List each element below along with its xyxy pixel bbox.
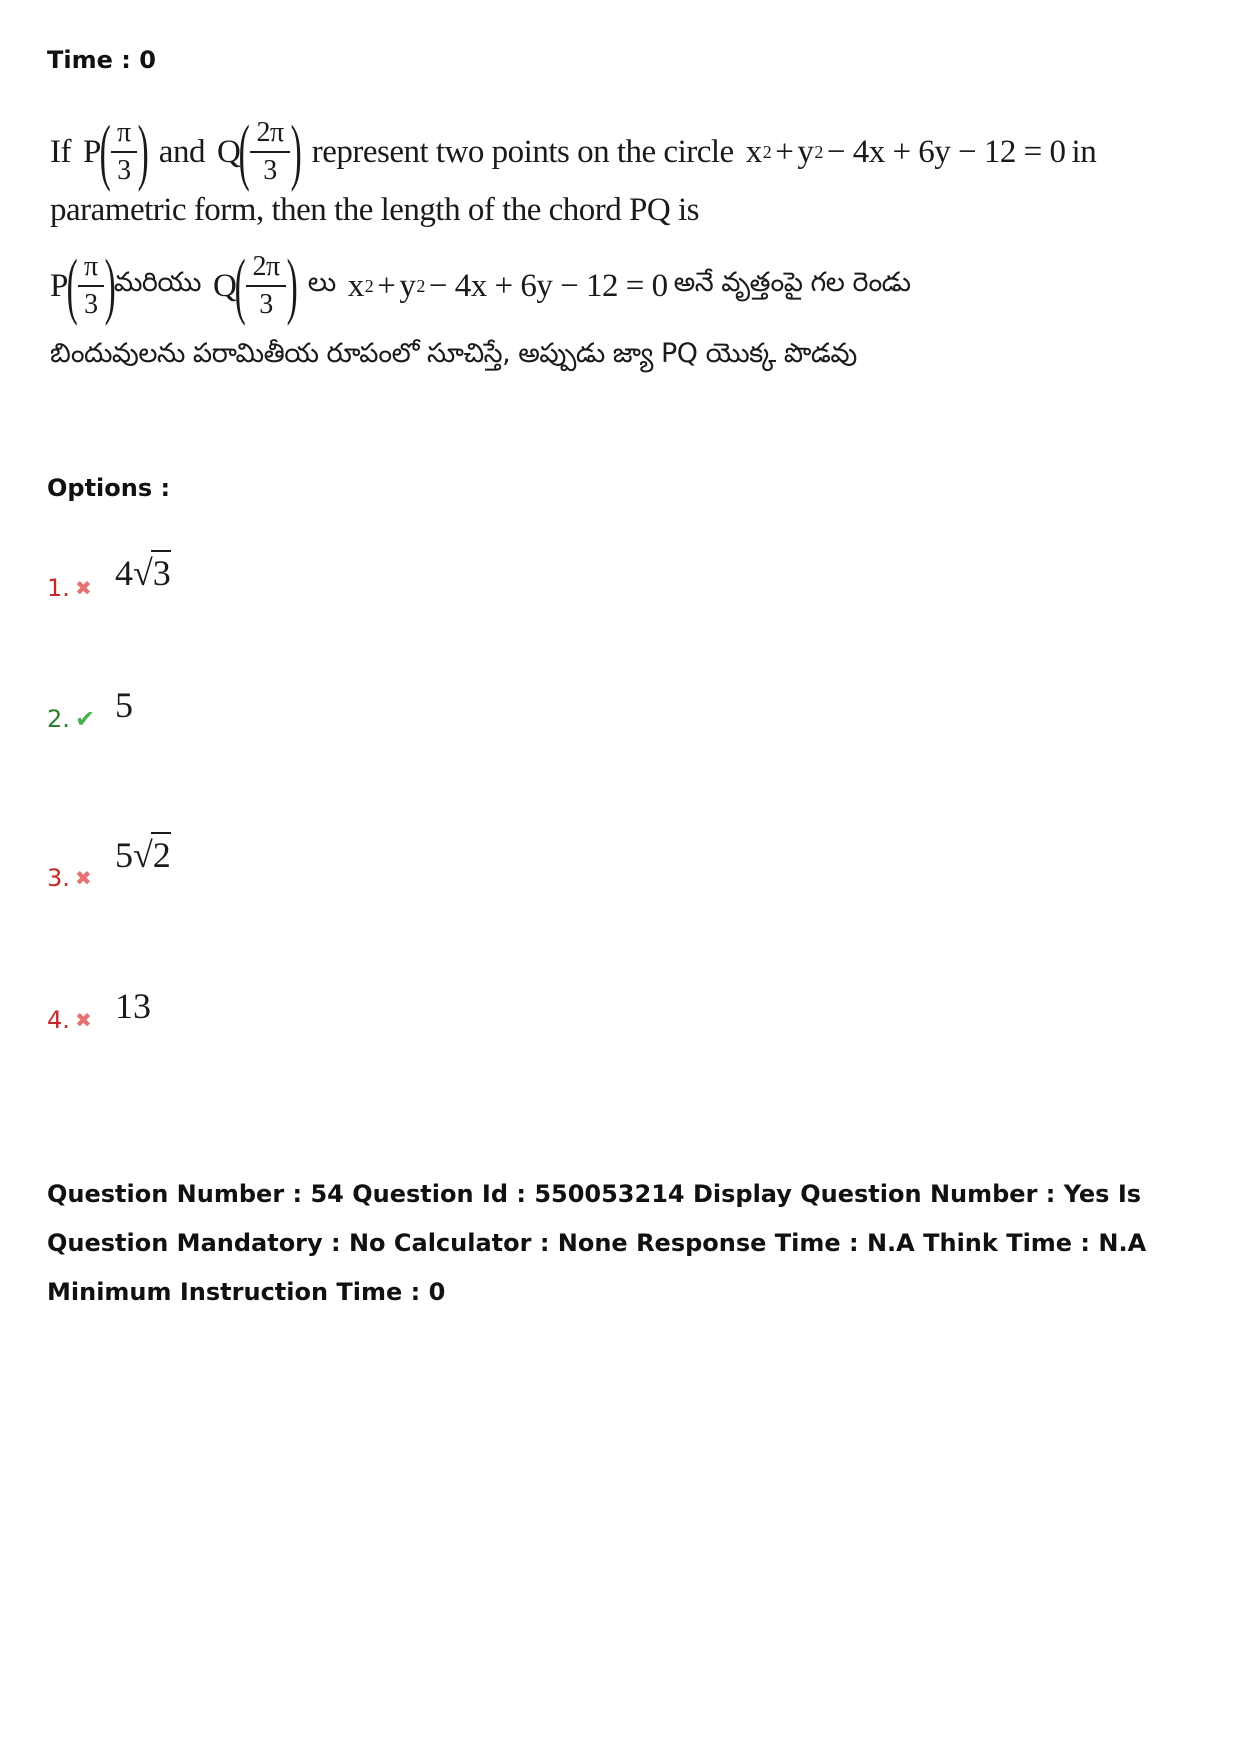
options-label: Options : bbox=[47, 474, 171, 502]
question-telugu-line-2 bbox=[50, 322, 857, 392]
option-4-number: 4. bbox=[47, 1006, 70, 1034]
eq-rest-telugu: − 4x + 6y − 12 = 0 bbox=[428, 267, 668, 304]
wrong-mark-icon: ✖ bbox=[75, 576, 92, 600]
option-2[interactable] bbox=[47, 685, 133, 749]
eq-y-exp-telugu: 2 bbox=[416, 275, 425, 296]
question-mid-text: represent two points on the circle bbox=[311, 133, 734, 170]
question-english-line-1: If P ( $\frac{\pi}{3}$ ) and Q ( $\frac{2\pi}{3}$ ) represent two points on the circle x 2 + y 2 − 4x + 6y − 12 = 0 in bbox=[50, 111, 1097, 193]
telugu-line-1-suffix: అనే వృత్తంపై గల రెండు bbox=[673, 267, 911, 298]
eq-rest: − 4x + 6y − 12 = 0 bbox=[826, 133, 1066, 170]
eq-x-telugu: x bbox=[347, 267, 364, 304]
option-1-value bbox=[115, 550, 171, 594]
option-3[interactable] bbox=[47, 835, 171, 908]
option-1-radicand: 3 bbox=[151, 550, 171, 594]
fraction-p-denominator: 3 bbox=[117, 155, 131, 186]
eq-x: x bbox=[745, 133, 762, 170]
question-metadata: Question Number : 54 Question Id : 550053214 Display Question Number : Yes Is Question Mandatory : No Calculator : None Response Time : N.A Think Time : N.A Minimum Instruction Time : 0 bbox=[47, 1180, 1147, 1306]
option-3-radical: √ bbox=[133, 835, 153, 875]
and-word: and bbox=[158, 133, 205, 170]
fraction-q-denominator: 3 bbox=[263, 155, 277, 186]
question-line-2-text: parametric form, then the length of the chord PQ is bbox=[50, 191, 699, 228]
fraction-p-telugu-denominator: 3 bbox=[84, 289, 98, 320]
option-3-number: 3. bbox=[47, 864, 70, 892]
telugu-line-2-text: బిందువులను పరామితీయ రూపంలో సూచిస్తే, అప్పుడు జ్యా PQ యొక్క పొడవు bbox=[50, 338, 857, 369]
option-2-number: 2. bbox=[47, 705, 70, 733]
option-1-coefficient: 4 bbox=[115, 553, 133, 593]
question-english-line-2 bbox=[50, 170, 699, 250]
option-3-coefficient: 5 bbox=[115, 835, 133, 875]
option-4[interactable] bbox=[47, 986, 151, 1050]
wrong-mark-icon: ✖ bbox=[75, 1008, 92, 1032]
point-p: P bbox=[82, 133, 101, 170]
option-1[interactable] bbox=[47, 553, 171, 618]
fraction-p-telugu-numerator: π bbox=[78, 253, 104, 287]
check-mark-icon: ✔ bbox=[75, 705, 96, 733]
fraction-q-telugu-denominator: 3 bbox=[259, 289, 273, 320]
telugu-lu: లు bbox=[307, 267, 336, 298]
point-p-telugu: P bbox=[50, 267, 68, 304]
eq-plus-telugu: + bbox=[377, 267, 396, 304]
question-suffix: in bbox=[1071, 133, 1097, 170]
eq-x-exp-telugu: 2 bbox=[364, 275, 374, 296]
option-4-value: 13 bbox=[115, 986, 151, 1026]
time-label: Time : 0 bbox=[47, 46, 156, 74]
fraction-q-numerator: 2π bbox=[250, 119, 289, 153]
eq-x-exp: 2 bbox=[762, 141, 772, 162]
fraction-q-telugu-numerator: 2π bbox=[246, 253, 285, 287]
question-prefix: If bbox=[50, 133, 71, 170]
circle-equation bbox=[746, 134, 1066, 171]
fraction-p-telugu bbox=[78, 253, 104, 319]
point-q-telugu: Q bbox=[212, 267, 237, 304]
fraction-p-numerator: π bbox=[111, 119, 137, 153]
eq-y-telugu: y bbox=[399, 267, 416, 304]
telugu-and: మరియు bbox=[113, 267, 201, 298]
option-1-number: 1. bbox=[47, 574, 70, 602]
option-3-radicand: 2 bbox=[151, 832, 171, 876]
eq-plus: + bbox=[775, 133, 794, 170]
eq-y-exp: 2 bbox=[814, 141, 823, 162]
option-3-value bbox=[115, 832, 171, 876]
point-q: Q bbox=[216, 133, 241, 170]
circle-equation-telugu bbox=[348, 268, 668, 305]
option-2-value: 5 bbox=[115, 685, 133, 725]
wrong-mark-icon: ✖ bbox=[75, 866, 92, 890]
option-1-radical: √ bbox=[133, 553, 153, 593]
eq-y: y bbox=[797, 133, 814, 170]
question-telugu-line-1: P ( $\frac{\pi}{3}$ ) మరియు Q ( $\frac{2\pi}{3}$ ) లు x 2 + y 2 − 4x + 6y − 12 = 0 అనే వృత్తంపై గల రెండు bbox=[50, 245, 911, 327]
fraction-q-telugu bbox=[246, 253, 285, 319]
